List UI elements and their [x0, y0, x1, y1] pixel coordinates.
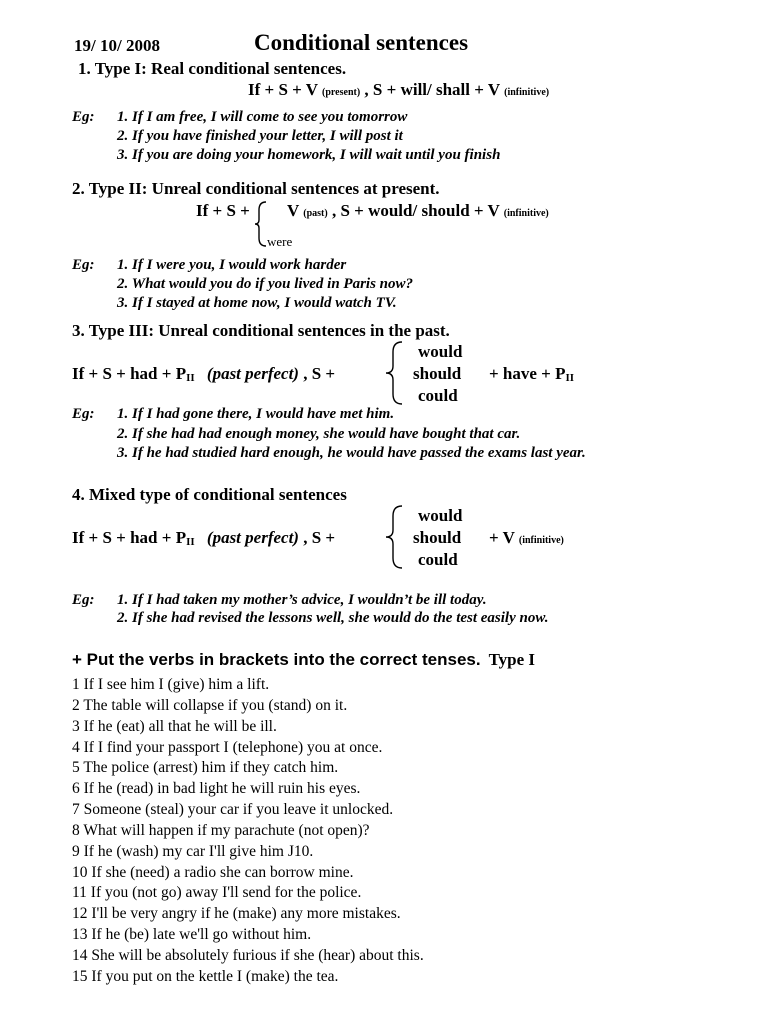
- type2-example-2: 2. What would you do if you lived in Paris now?: [117, 276, 414, 292]
- type4-formula-c-text: + V: [489, 528, 515, 547]
- type2-formula-v: V: [287, 201, 299, 220]
- type1-example-2: 2. If you have finished your letter, I will post it: [117, 128, 403, 144]
- type1-formula: [248, 80, 549, 100]
- type2-heading: 2. Type II: Unreal conditional sentences at present.: [72, 179, 440, 198]
- exercise-item: 14 She will be absolutely furious if she (hear) about this.: [72, 947, 424, 964]
- exercise-item: 9 If he (wash) my car I'll give him J10.: [72, 843, 314, 860]
- type2-example-1: 1. If I were you, I would work harder: [117, 257, 347, 273]
- type4-brace-icon: [384, 504, 404, 570]
- type1-eg-label: Eg:: [72, 109, 95, 125]
- exercise-type-label: Type I: [488, 650, 536, 669]
- exercise-item: 8 What will happen if my parachute (not open)?: [72, 822, 370, 839]
- exercise-item: 10 If she (need) a radio she can borrow mine.: [72, 864, 354, 881]
- type1-formula-a-sub: (present): [322, 87, 361, 98]
- type3-formula-pp: (past perfect): [206, 364, 299, 383]
- type2-formula-v-sub: (past): [303, 208, 328, 219]
- type4-formula-b: , S +: [303, 528, 336, 547]
- type1-formula-a: If + S + V: [248, 80, 318, 99]
- type3-formula: [72, 364, 335, 384]
- type4-formula-a: If + S + had + P: [72, 528, 187, 547]
- exercise-item: 13 If he (be) late we'll go without him.: [72, 926, 312, 943]
- type3-formula-c: [489, 364, 574, 384]
- type1-formula-b-sub: (infinitive): [504, 87, 550, 98]
- type4-formula-pp: (past perfect): [206, 528, 299, 547]
- exercise-item: 3 If he (eat) all that he will be ill.: [72, 718, 277, 735]
- type1-example-3: 3. If you are doing your homework, I will wait until you finish: [117, 147, 501, 163]
- page-title: Conditional sentences: [254, 30, 469, 55]
- date: 19/ 10/ 2008: [74, 36, 160, 55]
- type3-formula-c-sub: II: [565, 372, 575, 384]
- exercise-item: 11 If you (not go) away I'll send for the police.: [72, 884, 362, 901]
- exercise-item: 4 If I find your passport I (telephone) you at once.: [72, 739, 383, 756]
- type3-modal-should: should: [413, 364, 462, 383]
- type3-example-2: 2. If she had had enough money, she would have bought that car.: [117, 426, 521, 442]
- exercise-item: 12 I'll be very angry if he (make) any more mistakes.: [72, 905, 401, 922]
- exercise-item: 2 The table will collapse if you (stand) on it.: [72, 697, 348, 714]
- type4-formula-c: [489, 528, 564, 548]
- type2-formula-a: If + S +: [196, 201, 250, 220]
- type4-heading: 4. Mixed type of conditional sentences: [72, 485, 347, 504]
- type2-formula-rest: [287, 201, 549, 221]
- type4-example-2: 2. If she had revised the lessons well, she would do the test easily now.: [117, 610, 549, 626]
- type3-formula-b: , S +: [303, 364, 336, 383]
- type4-modal-could: could: [418, 550, 458, 569]
- type4-modal-should: should: [413, 528, 462, 547]
- type3-modal-could: could: [418, 386, 458, 405]
- exercise-item: 6 If he (read) in bad light he will ruin his eyes.: [72, 780, 361, 797]
- type2-formula-b: , S + would/ should + V: [331, 201, 500, 220]
- type4-formula-c-sub: (infinitive): [518, 535, 564, 546]
- type3-example-1: 1. If I had gone there, I would have met him.: [117, 406, 395, 422]
- exercise-item: 7 Someone (steal) your car if you leave it unlocked.: [72, 801, 394, 818]
- type2-brace-icon: [254, 200, 268, 248]
- type3-formula-c-text: + have + P: [489, 364, 566, 383]
- type4-formula: [72, 528, 335, 548]
- type3-formula-a-sub: II: [186, 372, 195, 384]
- type4-formula-a-sub: II: [186, 536, 195, 548]
- type1-example-1: 1. If I am free, I will come to see you tomorrow: [117, 109, 408, 125]
- type3-modal-would: would: [418, 342, 463, 361]
- type3-heading: 3. Type III: Unreal conditional sentences in the past.: [72, 321, 450, 340]
- type2-eg-label: Eg:: [72, 257, 95, 273]
- type1-formula-b: , S + will/ shall + V: [364, 80, 500, 99]
- exercise-item: 1 If I see him I (give) him a lift.: [72, 676, 270, 693]
- exercise-item: 5 The police (arrest) him if they catch him.: [72, 759, 339, 776]
- type4-example-1: 1. If I had taken my mother’s advice, I wouldn’t be ill today.: [117, 592, 487, 608]
- type3-example-3: 3. If he had studied hard enough, he would have passed the exams last year.: [117, 445, 586, 461]
- type2-were: were: [267, 234, 293, 249]
- type4-modal-would: would: [418, 506, 463, 525]
- type4-eg-label: Eg:: [72, 592, 95, 608]
- exercise-instruction: + Put the verbs in brackets into the correct tenses.: [72, 650, 481, 669]
- exercise-item: 15 If you put on the kettle I (make) the tea.: [72, 968, 339, 985]
- type1-heading: 1. Type I: Real conditional sentences.: [78, 59, 347, 78]
- type3-formula-a: If + S + had + P: [72, 364, 187, 383]
- type3-brace-icon: [384, 340, 404, 406]
- type2-example-3: 3. If I stayed at home now, I would watch TV.: [117, 295, 397, 311]
- type3-eg-label: Eg:: [72, 406, 95, 422]
- type2-formula-b-sub: (infinitive): [503, 208, 549, 219]
- exercise-instruction-line: [72, 650, 535, 670]
